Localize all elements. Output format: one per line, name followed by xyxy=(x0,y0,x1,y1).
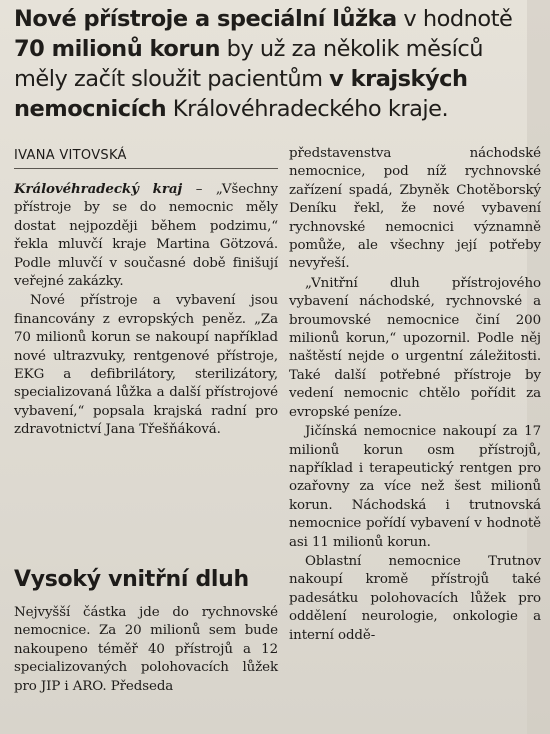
headline-text-1: v hodnotě xyxy=(396,6,513,32)
byline: IVANA VITOVSKÁ xyxy=(14,148,278,169)
headline-text-3: Královéhradeckého kraje. xyxy=(166,96,449,122)
paragraph: Oblastní nemocnice Trutnov nakoupí kromě přístrojů také padesátku polohovacích lůžek pro oddělení neurologie, onkologie a interní oddě- xyxy=(289,553,541,643)
article-headline xyxy=(14,4,522,124)
location-label: Královéhradecký kraj xyxy=(14,181,183,197)
headline-bold-2: 70 milionů korun xyxy=(14,36,221,62)
article-column-1-continued xyxy=(14,604,278,697)
headline-bold-3: v krajských nemocnicích xyxy=(14,66,468,122)
paragraph: „Vnitřní dluh přístrojového vybavení náchodské, rychnovské a broumovské nemocnice činí 200 milionů korun,“ upozornil. Podle něj naštěstí nejde o urgentní záležitosti. Také další potřebné přístroje by vedení nemocnic chtělo pořídit za evropské peníze. xyxy=(289,275,541,420)
paragraph: Nejvyšší částka jde do rychnovské nemocnice. Za 20 milionů sem bude nakoupeno téměř 40 přístrojů a 12 specializovaných polohovacích lůžek pro JIP i ARO. Předseda xyxy=(14,605,278,694)
article-column-1 xyxy=(14,180,278,441)
lead-text: – „Všechny přístroje by se do nemocnic měly dostat nejpozději během podzimu,“ řekla mluvčí kraje Martina Götzová. Podle mluvčí v současné době finišují veřejné zakázky. xyxy=(14,182,278,290)
paragraph-lead xyxy=(14,180,278,291)
paragraph: Jičínská nemocnice nakoupí za 17 milionů korun osm přístrojů, například i terapeutický rentgen pro ozařovny za více než šest milionů korun. Náchodská i trutnovská nemocnice pořídí vybavení v hodnotě asi 11 milionů korun. xyxy=(289,424,541,550)
headline-bold-1: Nové přístroje a speciální lůžka xyxy=(14,6,397,32)
section-subheading: Vysoký vnitřní dluh xyxy=(14,567,249,592)
article-column-2 xyxy=(289,145,541,646)
paragraph: představenstva náchodské nemocnice, pod níž rychnovské zařízení spadá, Zbyněk Chotěborský Deníku řekl, že nové vybavení rychnovské nemocnici významně pomůže, ale všechny její potřeby nevyřeší. xyxy=(289,146,541,272)
paragraph: Nové přístroje a vybavení jsou financovány z evropských peněz. „Za 70 milionů korun se nakoupí například nové ultrazvuky, rentgenové přístroje, EKG a defibrilátory, sterilizátory, specializovaná lůžka a další přístrojové vybavení,“ popsala krajská radní pro zdravotnictví Jana Třešňáková. xyxy=(14,293,278,438)
headline-text-2: by už za několik měsíců měly začít sloužit pacientům xyxy=(14,36,484,92)
